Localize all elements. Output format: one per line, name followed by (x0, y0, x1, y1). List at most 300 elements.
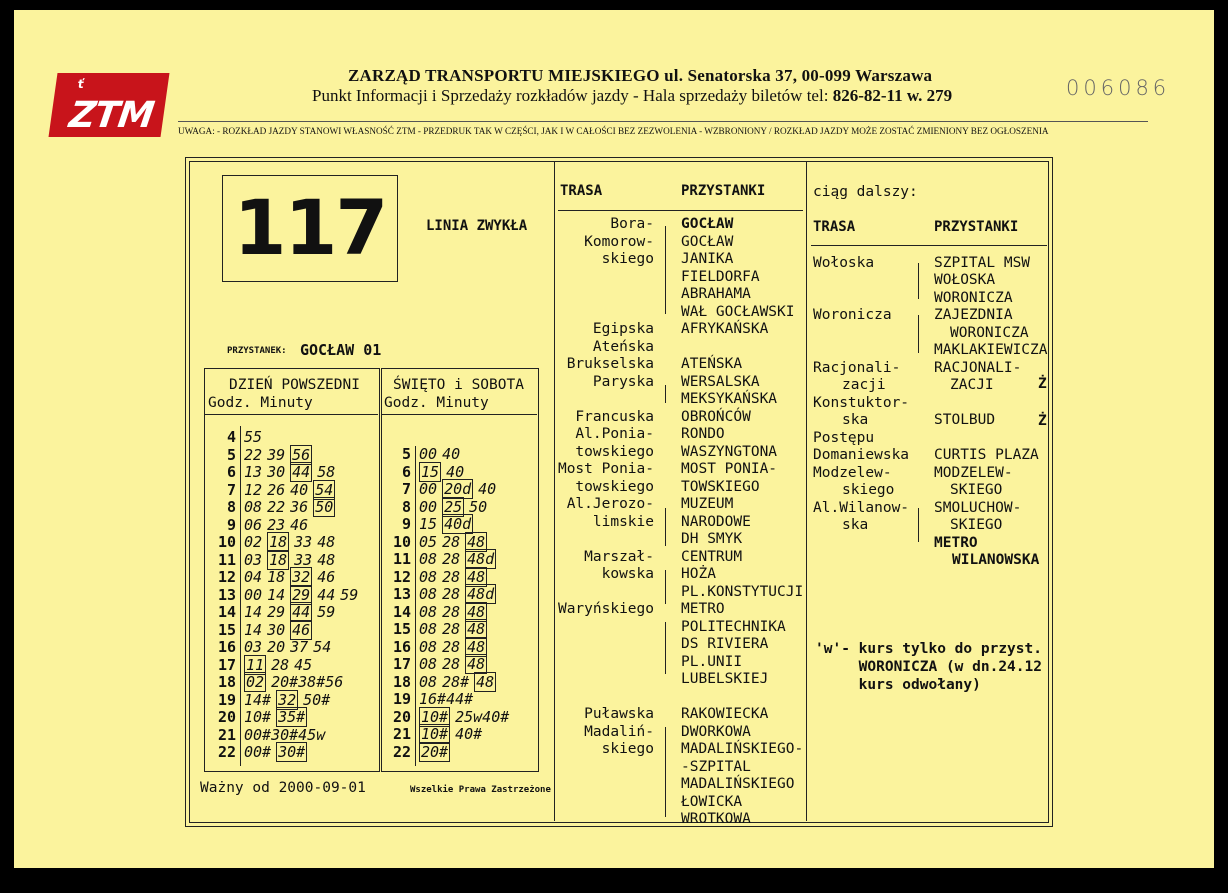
minute: 00# (244, 743, 272, 761)
timetable-row (202, 534, 376, 552)
weekday-subtitle: Godz. Minuty (208, 395, 313, 411)
stop-name: CURTIS PLAZA (934, 447, 1039, 463)
stop-label: PRZYSTANEK: (227, 346, 287, 356)
timetable-row (377, 709, 537, 727)
timetable-row (377, 691, 537, 709)
hour: 7 (226, 480, 236, 499)
minute-boxed: 32 (292, 568, 311, 586)
weekday-header-rule (204, 414, 378, 415)
minutes (244, 464, 340, 482)
agency-subtitle: Punkt Informacji i Sprzedaży rozkładów jazdy - Hala sprzedaży biletów tel: 826-82-11 w. 279 (312, 86, 953, 105)
hour: 18 (217, 673, 236, 691)
minute: 23 (267, 515, 286, 534)
minutes (244, 499, 340, 517)
minute: 37 (290, 638, 309, 656)
minute-boxed: 10# (421, 707, 449, 726)
bracket-warynskiego (665, 622, 666, 674)
minute: 05 (419, 532, 438, 551)
minute: 06 (244, 515, 263, 534)
hour: 5 (401, 445, 411, 463)
stop-name: TOWSKIEGO (681, 478, 760, 495)
minute: 55 (244, 428, 263, 446)
minute: 15 (419, 515, 438, 533)
hour: 12 (392, 567, 411, 586)
hour: 20 (217, 708, 236, 726)
stop-name: MUZEUM (681, 496, 734, 512)
stop-name: WERSALSKA (681, 373, 760, 390)
stop-name: DS RIVIERA (681, 636, 769, 652)
street-name: Bora- (610, 216, 654, 232)
stop-name: MOST PONIA- (681, 461, 778, 477)
minute-boxed: 46 (292, 620, 311, 639)
hour: 6 (401, 462, 411, 481)
holiday-title: ŚWIĘTO i SOBOTA (393, 377, 524, 393)
minutes (419, 674, 501, 692)
timetable-row (202, 464, 376, 482)
minute: 28 (442, 655, 461, 673)
stop-name: RACJONALI- (934, 360, 1022, 376)
hour: 19 (392, 690, 411, 708)
route-header-przystanki: PRZYSTANKI (681, 183, 766, 199)
hour: 14 (217, 603, 236, 621)
minute: 28 (442, 637, 461, 656)
minutes (419, 656, 492, 674)
minute-boxed: 20# (421, 742, 449, 761)
street-name: Wołoska (813, 255, 875, 271)
minute: 08 (419, 585, 438, 603)
minute: 58 (317, 463, 336, 481)
street-name: Egipska (592, 321, 654, 337)
minute: 59 (340, 585, 359, 604)
minute: 00 (419, 445, 438, 463)
street-name: towskiego (575, 478, 654, 495)
stop-name: WILANOWSKA (952, 552, 1040, 568)
timetable-row (202, 499, 376, 517)
timetable-row (202, 744, 376, 762)
hour: 16 (217, 638, 236, 656)
minute: 22 (267, 498, 286, 516)
hour: 9 (226, 515, 236, 534)
holiday-subtitle: Godz. Minuty (384, 395, 489, 411)
stop-name: -SZPITAL (681, 758, 751, 775)
timetable-row (377, 516, 537, 534)
minute: 40 (478, 480, 497, 498)
minute: 22 (244, 445, 263, 464)
stop-name: MAKLAKIEWICZA (934, 342, 1048, 358)
timetable-row (377, 726, 537, 744)
hour: 9 (401, 515, 411, 533)
route-header-trasa: TRASA (560, 183, 603, 199)
timetable-row (202, 709, 376, 727)
minute: 26 (267, 480, 286, 499)
continued-label: ciąg dalszy: (813, 184, 918, 200)
timetable-row (202, 587, 376, 605)
minutes (419, 691, 478, 709)
minute: 40 (442, 445, 461, 463)
street-name: towskiego (575, 443, 654, 460)
minute-boxed: 56 (292, 445, 311, 464)
stop-name: RAKOWIECKA (681, 706, 769, 722)
route-header-rule (558, 210, 803, 211)
minute-boxed: 10# (421, 725, 449, 743)
street-name: Brukselska (566, 356, 654, 372)
minute: 59 (317, 603, 336, 621)
timetable-row (377, 621, 537, 639)
stop-name: HOŻA (681, 566, 716, 582)
minute-boxed: 48d (467, 550, 495, 568)
minute-boxed: 18 (269, 550, 288, 569)
minutes (244, 639, 336, 657)
stop-name: FIELDORFA (681, 268, 760, 285)
minute: 08 (419, 672, 438, 691)
minute: 02 (244, 533, 263, 551)
bracket-madalinskiego (665, 727, 666, 817)
minutes (419, 551, 501, 569)
minute: 54 (313, 638, 332, 656)
hour: 8 (226, 498, 236, 516)
minutes (419, 621, 492, 639)
street-name: Konstuktor- (813, 395, 910, 411)
minute-boxed: 48 (467, 602, 486, 621)
timetable-row (377, 586, 537, 604)
minute-boxed: 48 (476, 672, 495, 691)
stop-name: RONDO (681, 426, 725, 442)
hour: 11 (217, 550, 236, 569)
timetable-row (202, 447, 376, 465)
street-name: Komorow- (584, 233, 654, 250)
minute: 28# (442, 672, 470, 691)
minute: 28 (442, 550, 461, 568)
stop-name: SMOLUCHOW- (934, 500, 1022, 516)
stop-name: JANIKA (681, 251, 734, 267)
minute: 50 (469, 497, 488, 516)
minute: 08 (244, 498, 263, 516)
stop-name: PL.KONSTYTUCJI (681, 583, 804, 600)
stop-name: LUBELSKIEJ (681, 671, 769, 687)
street-name: ska (842, 517, 869, 533)
minutes (244, 534, 340, 552)
timetable-row (377, 604, 537, 622)
minute-boxed: 44 (292, 603, 311, 621)
timetable-row (202, 569, 376, 587)
z-mark-racjonalizacji: Ż (1038, 376, 1047, 392)
minute: 45 (294, 655, 313, 674)
minutes (419, 586, 501, 604)
minute: 08 (419, 567, 438, 586)
street-name: Marszał- (584, 548, 654, 565)
holiday-header-rule (381, 414, 537, 415)
minute: 03 (244, 638, 263, 656)
minute: 00 (419, 480, 438, 498)
stop-name: GOCŁAW (681, 233, 734, 250)
minute: 18 (267, 568, 286, 586)
minute-boxed: 48 (467, 620, 486, 638)
hour: 7 (401, 480, 411, 498)
cont-header-rule (811, 245, 1047, 246)
minute: 40 (290, 480, 309, 499)
stop-name: ZAJEZDNIA (934, 307, 1013, 323)
minute: 00 (244, 585, 263, 604)
street-name: Puławska (584, 706, 654, 722)
stop-name: ŁOWICKA (681, 793, 743, 810)
valid-from: Ważny od 2000-09-01 (200, 780, 366, 796)
stop-name: WOŁOSKA (934, 272, 996, 288)
minute: 00 (419, 497, 438, 516)
hour: 17 (217, 655, 236, 674)
minute: 16#44# (419, 690, 474, 708)
hour: 8 (401, 497, 411, 516)
minute: 48 (317, 550, 336, 569)
hour: 21 (392, 725, 411, 743)
minute: 03 (244, 550, 263, 569)
street-name: skiego (601, 251, 654, 267)
timetable-row (202, 517, 376, 535)
timetable-row (377, 674, 537, 692)
minute-boxed: 18 (269, 533, 288, 551)
hour: 15 (392, 620, 411, 638)
footnote-w: 'w'- kurs tylko do przyst. WORONICZA (w dn.24.12 kurs odwołany) (815, 641, 1042, 693)
bracket-marszalkowska (665, 570, 666, 604)
street-name: Waryńskiego (557, 601, 654, 617)
minute: 28 (442, 602, 461, 621)
minute: 36 (290, 498, 309, 516)
ztm-logo: ť ZTM (49, 73, 170, 137)
minute: 30 (267, 620, 286, 639)
hour: 5 (226, 445, 236, 464)
minute: 40# (455, 725, 483, 743)
hour: 22 (392, 742, 411, 761)
line-type: LINIA ZWYKŁA (426, 218, 528, 234)
minute: 20 (267, 638, 286, 656)
minute-boxed: 48 (467, 567, 486, 586)
minute-boxed: 32 (278, 690, 297, 709)
hour: 11 (392, 550, 411, 568)
minute: 08 (419, 550, 438, 568)
column-divider-1 (554, 161, 555, 821)
hour: 10 (217, 533, 236, 551)
stop-name: WORONICZA (934, 290, 1013, 306)
timetable-row (202, 604, 376, 622)
minute: 12 (244, 480, 263, 499)
minute-boxed: 44 (292, 463, 311, 481)
weekday-rows (202, 429, 376, 762)
street-name: Paryska (592, 373, 654, 390)
timetable-row (202, 429, 376, 447)
minute: 14 (267, 585, 286, 604)
timetable-row (202, 674, 376, 692)
minutes (419, 481, 501, 499)
minute: 50# (303, 690, 331, 709)
street-name: zacji (842, 377, 886, 393)
minute: 10# (244, 708, 272, 726)
cont-header-trasa: TRASA (813, 219, 856, 235)
hour: 6 (226, 463, 236, 481)
bracket-woronicza (918, 315, 919, 353)
minute: 28 (442, 585, 461, 603)
minute: 25w40# (455, 707, 510, 726)
stop-name: GOCŁAW (681, 216, 734, 232)
minute: 28 (442, 532, 461, 551)
timetable-row (377, 446, 537, 464)
minute: 14# (244, 690, 272, 709)
stop-name: WAŁ GOCŁAWSKI (681, 303, 795, 320)
stop-name: ATEŃSKA (681, 356, 743, 372)
street-name: Postępu (813, 430, 875, 446)
minutes (244, 622, 317, 640)
line-number: 117 (222, 175, 398, 282)
minute: 13 (244, 463, 263, 481)
minute: 28 (271, 655, 290, 674)
stop-name: MODZELEW- (934, 465, 1013, 481)
street-name: Ateńska (592, 338, 654, 355)
stop-name: CENTRUM (681, 548, 743, 565)
hour: 4 (226, 428, 236, 446)
minute-boxed: 50 (315, 498, 334, 516)
minutes (419, 744, 455, 762)
stop-name: METRO (681, 601, 725, 617)
street-name: kowska (601, 566, 654, 582)
minute: 44 (317, 585, 336, 604)
minute-boxed: 11 (246, 655, 265, 674)
minute: 40 (446, 462, 465, 481)
street-name: Woronicza (813, 307, 892, 323)
stop-name: MEKSYKAŃSKA (681, 391, 778, 407)
holiday-rows (377, 446, 537, 761)
minute: 08 (419, 637, 438, 656)
hour: 13 (217, 585, 236, 604)
agency-title: ZARZĄD TRANSPORTU MIEJSKIEGO ul. Senatorska 37, 00-099 Warszawa (348, 66, 933, 85)
minute-boxed: 48 (467, 637, 486, 656)
stop-name: ABRAHAMA (681, 286, 751, 302)
stop-name: NARODOWE (681, 513, 751, 530)
bracket-jerozolimskie (665, 508, 666, 546)
stop-name: MADALIŃSKIEGO- (681, 741, 804, 757)
z-mark-stolbud: Ż (1038, 413, 1047, 429)
street-name: skiego (601, 741, 654, 757)
hour: 13 (392, 585, 411, 603)
hour: 22 (217, 743, 236, 761)
minute-boxed: 30# (278, 743, 306, 761)
hour: 19 (217, 690, 236, 709)
street-name: Al.Wilanow- (813, 500, 910, 516)
hour: 12 (217, 568, 236, 586)
minutes (244, 744, 312, 762)
minutes (244, 569, 340, 587)
minute: 28 (442, 567, 461, 586)
minute: 39 (267, 445, 286, 464)
timetable-row (377, 639, 537, 657)
minute: 20#38#56 (271, 673, 344, 691)
minute: 04 (244, 568, 263, 586)
rights-reserved: Wszelkie Prawa Zastrzeżone (410, 785, 551, 795)
minute-boxed: 48 (467, 655, 486, 673)
minutes (419, 726, 487, 744)
timetable-row (377, 744, 537, 762)
stop-name: METRO (934, 535, 978, 551)
bracket-paryska (665, 385, 666, 403)
bracket-woloska (918, 263, 919, 299)
hour: 17 (392, 655, 411, 673)
timetable-row (202, 657, 376, 675)
minute-boxed: 48 (467, 532, 486, 551)
minute: 00#30#45w (244, 725, 326, 744)
stop-name: WASZYNGTONA (681, 443, 778, 460)
stop-name: WORONICZA (950, 325, 1029, 341)
timetable-row (377, 656, 537, 674)
stop-name: SKIEGO (950, 517, 1003, 533)
street-name: skiego (842, 482, 895, 498)
minute: 48 (317, 533, 336, 551)
stop-name: PL.UNII (681, 653, 743, 670)
hour: 16 (392, 637, 411, 656)
stop-name: POLITECHNIKA (681, 618, 786, 635)
street-name: Modzelew- (813, 465, 892, 481)
bracket-bora (665, 226, 666, 314)
minutes (244, 709, 312, 727)
minute-boxed: 40d (444, 515, 472, 533)
timetable-row (377, 481, 537, 499)
timetable-row (377, 551, 537, 569)
hour: 10 (392, 532, 411, 551)
serial-number: 006086 (1066, 76, 1171, 100)
minute: 33 (294, 533, 313, 551)
street-name: Domaniewska (813, 447, 910, 463)
weekday-title: DZIEŃ POWSZEDNI (229, 377, 360, 393)
cont-header-przystanki: PRZYSTANKI (934, 219, 1019, 235)
hour: 15 (217, 620, 236, 639)
minute: 14 (244, 620, 263, 639)
timetable-row (377, 534, 537, 552)
minute: 14 (244, 603, 263, 621)
minute: 08 (419, 620, 438, 638)
minute: 29 (267, 603, 286, 621)
minute: 46 (317, 568, 336, 586)
minutes (419, 446, 465, 464)
minutes (244, 674, 348, 692)
minute: 08 (419, 655, 438, 673)
stop-name: DH SMYK (681, 531, 743, 547)
street-name: Racjonali- (813, 360, 901, 376)
hour: 20 (392, 707, 411, 726)
minute-boxed: 15 (421, 462, 440, 481)
timetable-row (202, 639, 376, 657)
street-name: Madaliń- (584, 723, 654, 740)
timetable-row (377, 569, 537, 587)
minutes (244, 604, 340, 622)
hour: 18 (392, 672, 411, 691)
column-divider-2 (806, 161, 807, 821)
timetable-row (202, 622, 376, 640)
minute: 28 (442, 620, 461, 638)
minute-boxed: 48d (467, 585, 495, 603)
minute-boxed: 20d (444, 480, 472, 498)
stop-name: WROTKOWA (681, 811, 751, 827)
minute-boxed: 02 (246, 673, 265, 691)
stop-name: SKIEGO (950, 482, 1003, 498)
street-name: Al.Jerozo- (566, 496, 654, 512)
minute: 46 (290, 515, 309, 534)
stop-name: ZACJI (950, 377, 994, 393)
timetable-row (202, 482, 376, 500)
stop-name: MADALIŃSKIEGO (681, 776, 795, 792)
minute-boxed: 35# (278, 708, 306, 726)
street-name: Francuska (575, 408, 654, 425)
copyright-notice: UWAGA: - ROZKŁAD JAZDY STANOWI WŁASNOŚĆ ZTM - PRZEDRUK TAK W CZĘŚCI, JAK I W CAŁOŚCI BEZ ZEZWOLENIA - WZBRONIONY / ROZKŁAD JAZDY MOŻE ZOSTAĆ ZMIENIONY BEZ OGŁOSZENIA (178, 126, 1049, 136)
minute: 33 (294, 550, 313, 569)
street-name: ska (842, 412, 869, 428)
stop-name: AFRYKAŃSKA (681, 321, 769, 337)
header-divider (178, 121, 1148, 122)
